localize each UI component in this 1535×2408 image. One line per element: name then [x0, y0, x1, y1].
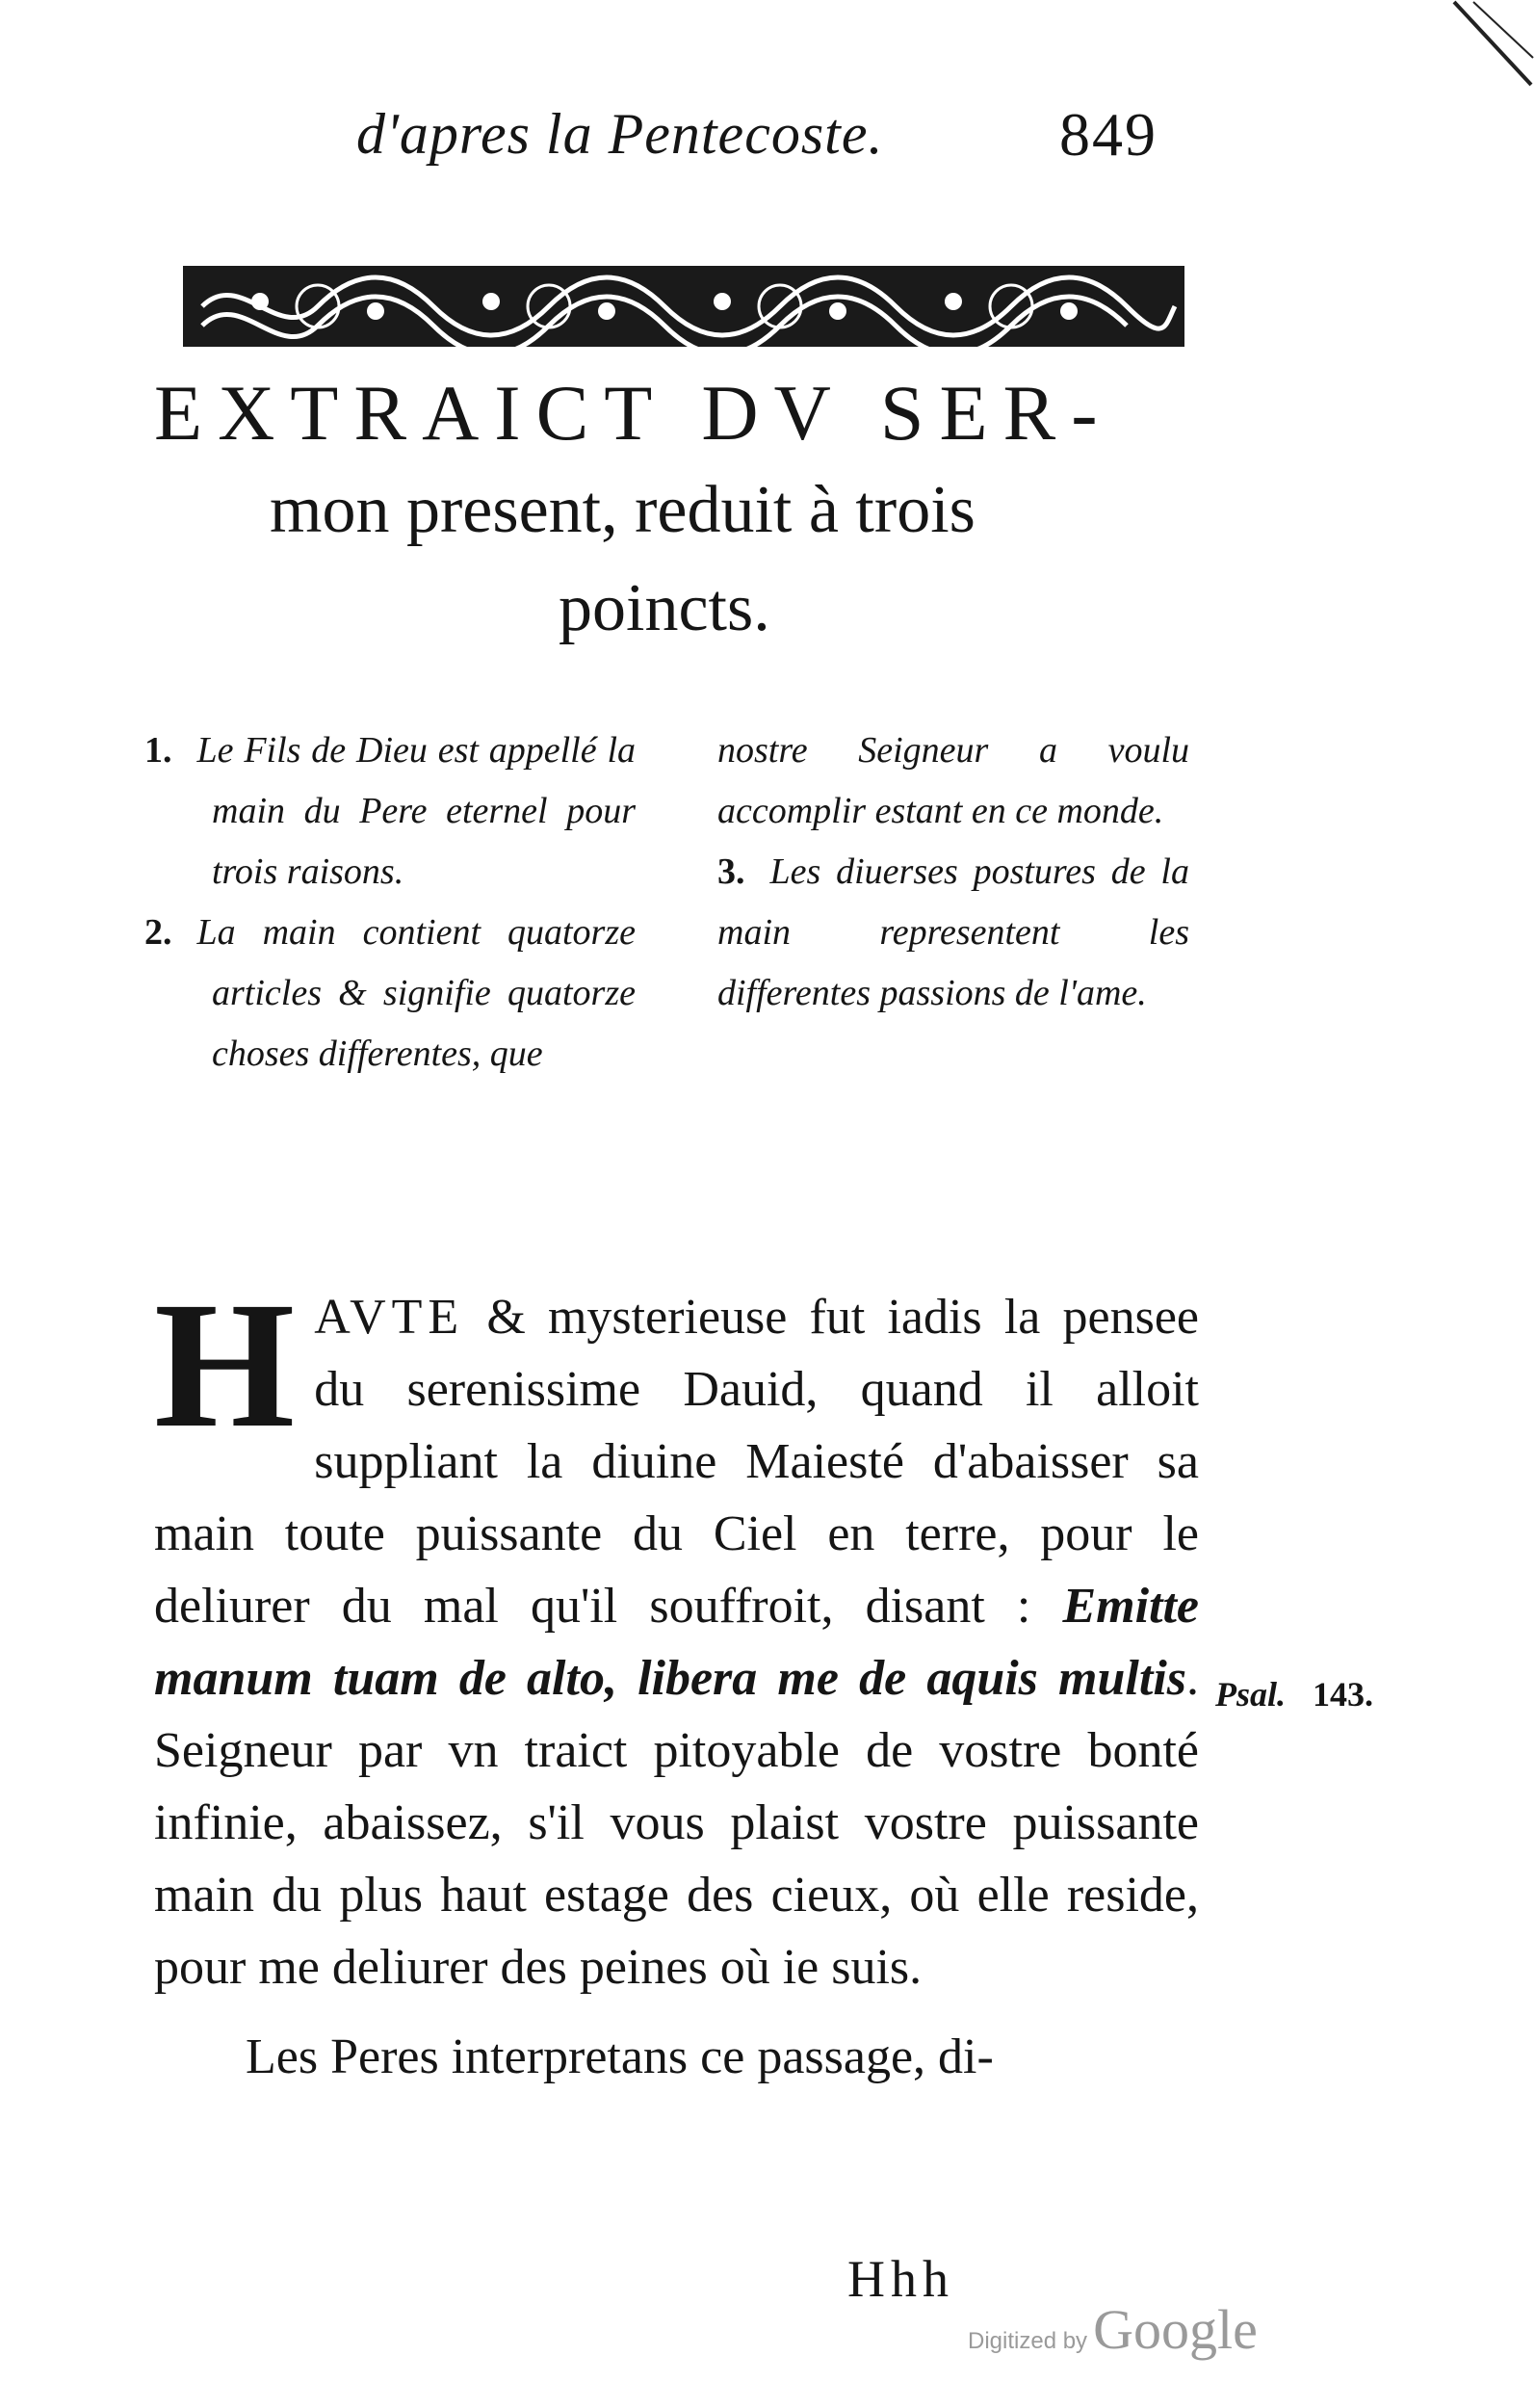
summary-column-right — [717, 720, 1189, 1024]
summary-item-3-text: Les diuerses postures de la main representent les differentes passions de l'ame. — [717, 851, 1189, 1013]
margin-note-label: Psal. — [1215, 1675, 1287, 1714]
body-paragraph-1-part-a: & mysterieuse fut iadis la pensee du serenissime Dauid, quand il alloit suppliant la diuine Maiesté d'abaisser sa main toute puissante du Ciel en terre, pour le deliurer du mal qu'il souffroit, disant : — [154, 1290, 1199, 1634]
margin-note-reference: 143. — [1313, 1675, 1374, 1714]
body-paragraph-1-part-b: . Seigneur par vn traict pitoyable de vostre bonté infinie, abaissez, s'il vous plaist vostre puissante main du plus haut estage des cieux, où elle reside, pour me deliurer des peines où ie suis. — [154, 1651, 1199, 1995]
ornamental-headpiece — [183, 258, 1184, 354]
summary-item-3-number: 3. — [717, 851, 745, 892]
digitization-watermark — [968, 2297, 1258, 2362]
section-heading-line-1: EXTRAICT DV SER- — [154, 369, 1113, 457]
drop-cap: H — [154, 1264, 296, 1465]
body-paragraph-1 — [154, 1264, 1199, 2003]
summary-column-left — [144, 720, 636, 1085]
summary-item-2-continued: nostre Seigneur a voulu accomplir estant en ce monde. — [717, 730, 1189, 831]
latin-quotation: Emitte manum tuam de alto, libera me de aquis multis — [154, 1579, 1199, 1706]
body-paragraph-2: Les Peres interpretans ce passage, di- — [246, 2029, 994, 2084]
summary-item-2-text-a: La main contient quatorze articles & signifie quatorze choses differentes, que — [196, 912, 636, 1074]
body-text — [154, 1264, 1199, 2093]
opening-small-caps: AVTE — [314, 1290, 465, 1345]
watermark-prefix: Digitized by — [968, 2328, 1088, 2354]
section-heading-line-3: poincts. — [559, 571, 770, 645]
running-title: d'apres la Pentecoste. — [356, 102, 884, 166]
summary-item-1 — [144, 720, 636, 903]
section-heading-line-2: mon present, reduit à trois — [270, 473, 976, 547]
summary-item-1-number: 1. — [144, 730, 172, 771]
watermark-brand: Google — [1093, 2298, 1258, 2361]
summary-item-1-text: Le Fils de Dieu est appellé la main du Pere eternel pour trois raisons. — [196, 730, 636, 892]
page-corner-mark — [1444, 0, 1535, 92]
signature-mark: Hhh — [847, 2250, 954, 2308]
margin-note — [1215, 1674, 1373, 1714]
summary-item-2 — [144, 903, 636, 1085]
summary-item-3 — [717, 842, 1189, 1024]
summary-item-2-number: 2. — [144, 912, 172, 953]
page-number: 849 — [1059, 100, 1158, 169]
